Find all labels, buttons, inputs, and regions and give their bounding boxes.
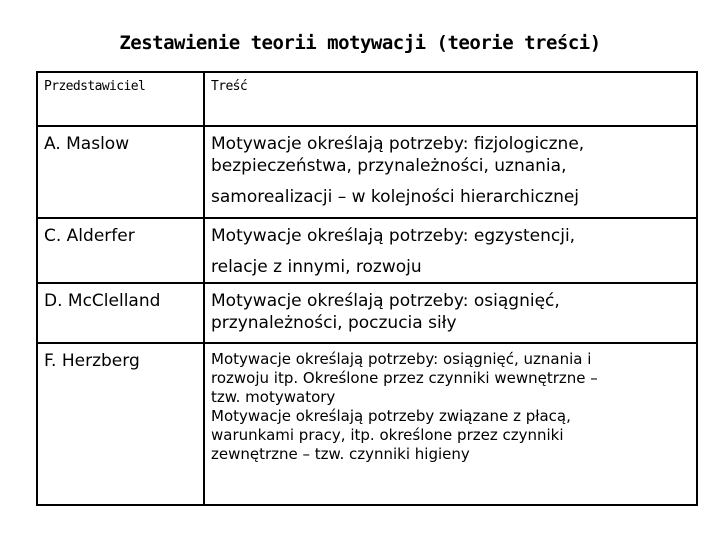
content-line: Motywacje określają potrzeby: osiągnięć, uznania i xyxy=(211,350,592,368)
content-line: Motywacje określają potrzeby: egzystencji, xyxy=(211,226,576,246)
table-row-mcclelland xyxy=(37,283,697,343)
representative-name: F. Herzberg xyxy=(37,343,204,505)
theory-content xyxy=(204,126,697,218)
theory-content xyxy=(204,343,697,505)
table-row-alderfer xyxy=(37,218,697,283)
representative-name: C. Alderfer xyxy=(37,218,204,283)
content-line: tzw. motywatory xyxy=(211,388,336,406)
column-header-content: Treść xyxy=(204,72,697,126)
theory-content xyxy=(204,218,697,283)
page-title: Zestawienie teorii motywacji (teorie treści) xyxy=(119,32,601,54)
content-line: przynależności, poczucia siły xyxy=(211,313,457,333)
representative-name: A. Maslow xyxy=(37,126,204,218)
column-header-representative: Przedstawiciel xyxy=(37,72,204,126)
content-line: Motywacje określają potrzeby: fizjologiczne, xyxy=(211,134,585,154)
content-line: Motywacje określają potrzeby: osiągnięć, xyxy=(211,291,560,311)
content-line: rozwoju itp. Określone przez czynniki wewnętrzne – xyxy=(211,369,598,387)
table-row-herzberg xyxy=(37,343,697,505)
representative-name: D. McClelland xyxy=(37,283,204,343)
content-line: zewnętrzne – tzw. czynniki higieny xyxy=(211,445,470,463)
content-line: relacje z innymi, rozwoju xyxy=(211,257,422,277)
content-line: Motywacje określają potrzeby związane z płacą, xyxy=(211,407,571,425)
content-line: bezpieczeństwa, przynależności, uznania, xyxy=(211,156,567,176)
table-header-row xyxy=(37,72,697,126)
motivation-theories-table xyxy=(36,71,698,506)
theory-content xyxy=(204,283,697,343)
content-line: warunkami pracy, itp. określone przez czynniki xyxy=(211,426,564,444)
table-row-maslow xyxy=(37,126,697,218)
content-line: samorealizacji – w kolejności hierarchicznej xyxy=(211,187,580,207)
